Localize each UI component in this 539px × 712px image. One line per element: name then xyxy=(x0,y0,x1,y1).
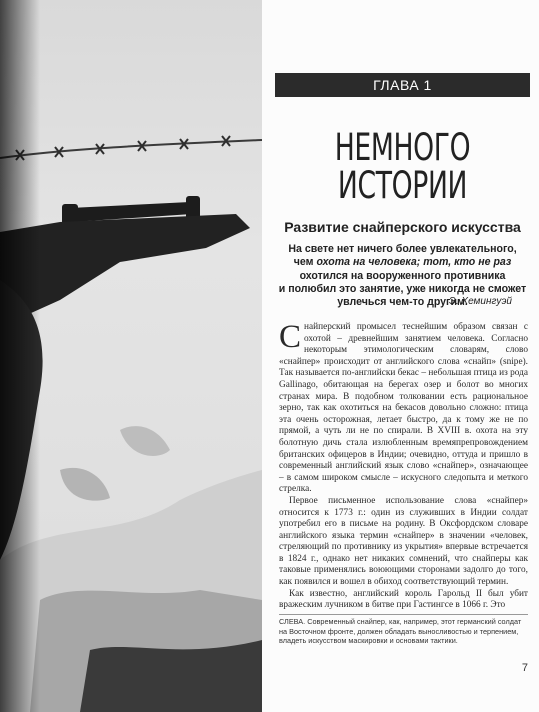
epigraph-line-2-plain: чем xyxy=(293,256,317,269)
epigraph-author: Э. Хемингуэй xyxy=(448,296,512,307)
paragraph-3: Как известно, английский король Гарольд II был убит вражеским лучником в битве при Гастингсе в 1066 г. Это xyxy=(279,588,528,611)
epigraph-line-2-italic: охота на человека; тот, кто не раз xyxy=(316,256,512,269)
paragraph-2: Первое письменное использование слова «снайпер» относится к 1773 г.: один из служивших в Индии солдат употребил его в письме на родину. В Оксфордском словаре английского языка термин «снайпер» в значении «человек, стреляющий по противнику из укрытия» впервые встречается в 1824 г., однако нет никаких сомнений, что снайперы как таковые применялись воюющими сторонами задолго до того, как появился и вошел в обиход соответствующий термин. xyxy=(279,495,528,588)
body-text xyxy=(279,319,528,612)
caption-lead: СЛЕВА. xyxy=(279,617,306,626)
chapter-label-band xyxy=(275,73,530,97)
chapter-title xyxy=(311,125,495,207)
caption-text: Современный снайпер, как, например, этот германский солдат на Восточном фронте, должен обладать выносливостью и терпением, владеть искусством маскировки и основами тактики. xyxy=(279,617,522,646)
sniper-photo-illustration xyxy=(0,0,262,712)
epigraph-line-5: увлечься чем-то другим. xyxy=(337,296,468,309)
drop-cap: С xyxy=(279,319,302,355)
paragraph-1 xyxy=(279,319,528,496)
chapter-title-line-1: НЕМНОГО xyxy=(334,125,471,169)
photo-caption xyxy=(279,617,528,646)
caption-divider xyxy=(279,614,528,615)
paragraph-1-text: найперский промысел теснейшим образом связан с охотой – древнейшим занятием человека. Согласно некоторым этимологическим словарям, слово «снайпер» происходит от английского слова «снайп» (snipe). Так называется по-английски бекас – небольшая птица из рода Gallinago, обитающая на берегах озер и болот во многих странах мира. В подобном толковании есть рациональное зерно, так как охотиться на бекасов довольно сложно: птица эта очень осторожная, летает быстро, да к тому же не по прямой, а чуть ли не по спирали. В XVIII в. охота на эту болотную дичь стала излюбленным времяпрепровождением британских офицеров в Индии; очевидно, оттуда и пришло в современный английский язык слово «снайпер», означающее – в самом широком смысле – искусного следопыта и меткого стрелка. xyxy=(279,322,528,495)
sniper-photo xyxy=(0,0,262,712)
text-page xyxy=(262,0,539,712)
section-heading: Развитие снайперского искусства xyxy=(284,219,521,235)
chapter-title-line-2: ИСТОРИИ xyxy=(337,163,468,207)
chapter-label: ГЛАВА 1 xyxy=(373,77,432,93)
epigraph-line-2 xyxy=(275,256,530,269)
page-number: 7 xyxy=(521,662,528,674)
epigraph-line-4: и полюбил это занятие, уже никогда не сможет xyxy=(278,282,527,295)
epigraph-line-3: охотился на вооруженного противника xyxy=(299,269,506,282)
epigraph-line-1: На свете нет ничего более увлекательного, xyxy=(288,243,517,255)
